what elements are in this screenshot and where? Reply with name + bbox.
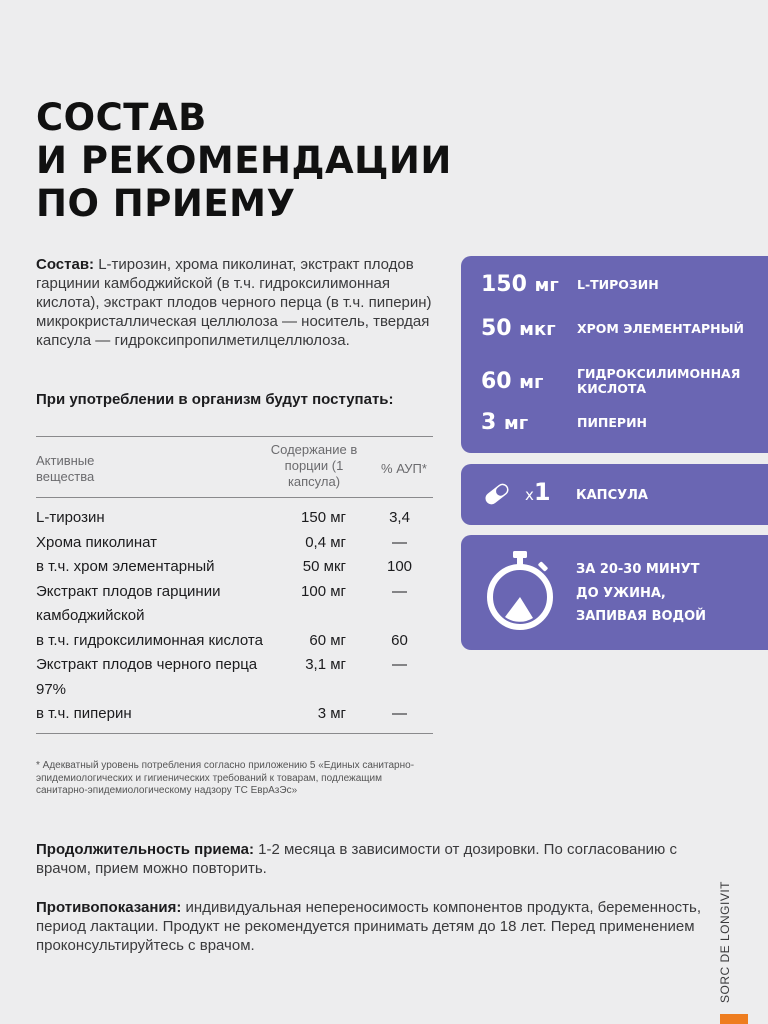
cell-name: в т.ч. хром элементарный [36, 558, 215, 575]
table-row [36, 531, 433, 556]
contra-label: Противопоказания: [36, 899, 182, 916]
dosage-card [461, 256, 768, 453]
cell-pct: 60 [391, 631, 408, 649]
cell-pct: — [392, 533, 407, 551]
cell-amount: 3,1 мг [305, 656, 346, 673]
cell-amount: 3 мг [317, 705, 346, 722]
timing-card [461, 535, 768, 650]
dose-name: ГИДРОКСИЛИМОННАЯ КИСЛОТА [577, 366, 741, 396]
table-row [36, 580, 433, 629]
cell-amount: 50 мкг [302, 558, 346, 575]
nutrients-table [36, 436, 433, 734]
intake-heading: При употреблении в организм будут поступать: [36, 391, 394, 408]
table-row [36, 702, 433, 727]
cell-pct: 3,4 [389, 509, 410, 526]
title-line: СОСТАВ [36, 96, 207, 139]
timing-line: ЗА 20-30 МИНУТ [576, 562, 700, 577]
capsule-label: КАПСУЛА [576, 488, 648, 503]
cell-pct: — [392, 705, 407, 722]
timing-line: ЗАПИВАЯ ВОДОЙ [576, 609, 707, 624]
title-line: ПО ПРИЕМУ [36, 182, 296, 225]
cell-pct: 100 [386, 558, 413, 575]
cell-pct: — [392, 656, 407, 673]
footnote: * Адекватный уровень потребления согласно приложению 5 «Единых санитарно-эпидемиологических и гигиенических требований к товарам, подлежащим санитарно-эпидемиологическому надзору ТС ЕврАзЭс» [36, 760, 415, 796]
composition-body: L-тирозин, хрома пиколинат, экстракт плодов гарцинии камбоджийской (в т.ч. гидроксилимонная кислота), экстракт плодов черного перца (в т.ч. пиперин) микрокристаллическая целлюлоза — носитель, твердая капсула — гидроксипропилметилцеллюлоза. [36, 256, 432, 349]
page-title [36, 96, 476, 225]
dose-name: L-ТИРОЗИН [577, 277, 659, 292]
cell-amount: 0,4 мг [305, 533, 346, 551]
cell-name: L-тирозин [36, 509, 105, 526]
table-row [36, 653, 433, 702]
cell-name: Экстракт плодов черного перца 97% [36, 656, 258, 698]
duration-body: 1-2 месяца в зависимости от дозировки. По согласованию с врачом, прием можно повторить. [36, 841, 677, 877]
table-body [36, 498, 433, 734]
accent-bar [720, 1014, 748, 1024]
cell-name: Хрома пиколинат [36, 533, 158, 551]
duration-label: Продолжительность приема: [36, 841, 254, 858]
cell-amount: 100 мг [301, 582, 346, 600]
timing-text [576, 558, 706, 629]
header-amount: Содержание в порции (1 капсула) [270, 442, 358, 489]
contra-body: индивидуальная непереносимость компонентов продукта, беременность, период лактации. Продукт не рекомендуется принимать детям до 18 лет. Перед применением проконсультируйтесь с врачом. [36, 899, 702, 954]
table-header [36, 437, 433, 498]
table-row [36, 629, 433, 654]
cell-pct: — [392, 582, 407, 600]
brand-name: SORC DE LONGIVIT [718, 880, 732, 1003]
dose-value: 3 мг [481, 410, 529, 435]
dose-item [481, 272, 757, 297]
cell-name: в т.ч. пиперин [36, 705, 132, 722]
dose-value: 150 мг [481, 272, 559, 297]
dose-value: 60 мг [481, 368, 544, 394]
dose-name: ПИПЕРИН [577, 415, 648, 430]
capsule-icon [481, 480, 513, 513]
composition-text [36, 255, 436, 350]
cell-name: в т.ч. гидроксилимонная кислота [36, 631, 263, 649]
header-name: Активные вещества [36, 453, 95, 484]
header-pct: % АУП* [381, 461, 427, 476]
dose-item [481, 316, 757, 341]
title-line: И РЕКОМЕНДАЦИИ [36, 139, 452, 182]
dose-item [481, 410, 757, 435]
capsule-card [461, 464, 768, 525]
dose-value: 50 мкг [481, 316, 556, 341]
contraindications-text [36, 898, 716, 955]
table-row [36, 506, 433, 531]
duration-text [36, 840, 716, 878]
dose-name: ХРОМ ЭЛЕМЕНТАРНЫЙ [577, 321, 744, 336]
cell-name: Экстракт плодов гарцинии камбоджийской [36, 582, 221, 624]
capsule-count: x1 [525, 478, 551, 506]
cell-amount: 150 мг [301, 509, 346, 526]
stopwatch-icon [485, 551, 555, 640]
composition-label: Состав: [36, 256, 95, 273]
table-row [36, 555, 433, 580]
timing-line: ДО УЖИНА, [576, 585, 666, 601]
dose-item [481, 366, 757, 396]
cell-amount: 60 мг [309, 631, 346, 649]
